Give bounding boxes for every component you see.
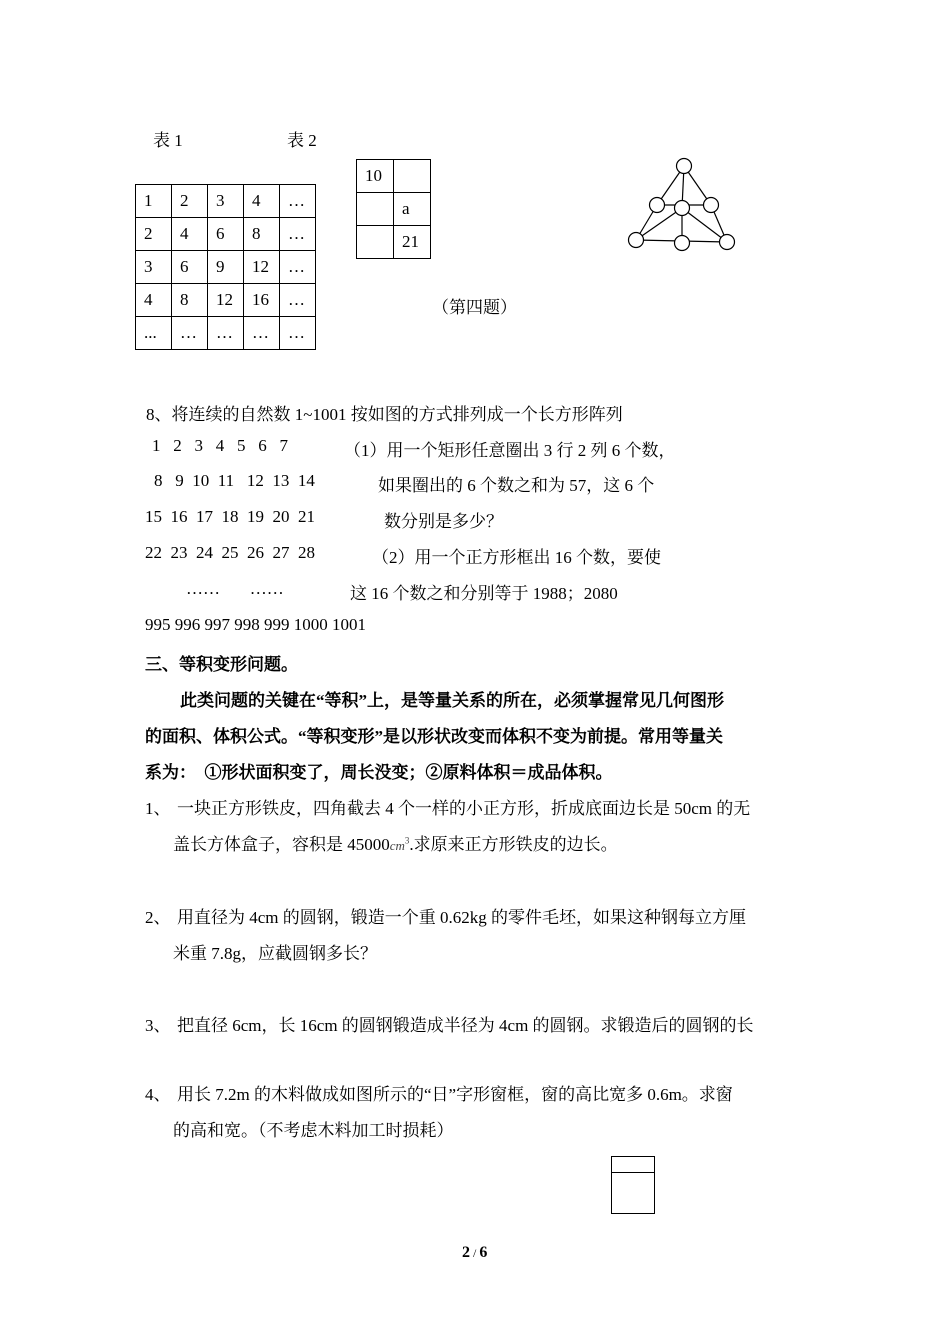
table-cell: a	[394, 193, 431, 226]
table-cell: …	[280, 185, 316, 218]
problem-text: 用长 7.2m 的木料做成如图所示的“日”字形窗框，窗的高比宽多 0.6m。求窗	[177, 1085, 733, 1104]
q8-title: 8、将连续的自然数 1~1001 按如图的方式排列成一个长方形阵列	[146, 405, 623, 424]
table-row	[136, 317, 316, 350]
q8-part2-line: （2）用一个正方形框出 16 个数，要使	[372, 548, 661, 567]
problem-number: 2、	[145, 908, 171, 927]
table-row	[357, 193, 431, 226]
table-cell: 12	[244, 251, 280, 284]
table-cell: 21	[394, 226, 431, 259]
page-number: 2 / 6	[462, 1244, 488, 1261]
q8-part1-line: 数分别是多少？	[384, 512, 503, 531]
triangle-node	[704, 198, 719, 213]
table2	[356, 159, 431, 259]
q8-part1-line: 如果圈出的 6 个数之和为 57，这 6 个	[378, 476, 655, 495]
table-cell: …	[280, 284, 316, 317]
table-cell: 9	[208, 251, 244, 284]
table1	[135, 184, 316, 350]
table-cell: …	[172, 317, 208, 350]
table-cell	[394, 160, 431, 193]
section-intro-line: 系为： ①形状面积变了，周长没变；②原料体积＝成品体积。	[145, 763, 613, 782]
triangle-node	[650, 198, 665, 213]
problem-text: 一块正方形铁皮，四角截去 4 个一样的小正方形，折成底面边长是 50cm 的无	[177, 799, 751, 818]
table-cell: 16	[244, 284, 280, 317]
table-row	[136, 284, 316, 317]
table-cell: 2	[172, 185, 208, 218]
problem-number: 3、	[145, 1016, 171, 1035]
array-row: …… ……	[186, 579, 284, 598]
table-cell: 12	[208, 284, 244, 317]
table-row	[136, 185, 316, 218]
array-row: 1 2 3 4 5 6 7	[152, 436, 288, 455]
section-intro-line: 此类问题的关键在“等积”上，是等量关系的所在，必须掌握常见几何图形	[180, 691, 724, 710]
triangle-node	[675, 236, 690, 251]
table-cell: 4	[244, 185, 280, 218]
array-row: 15 16 17 18 19 20 21	[145, 507, 315, 526]
table-cell: 4	[136, 284, 172, 317]
table-cell: 2	[136, 218, 172, 251]
table-cell: 10	[357, 160, 394, 193]
triangle-node	[677, 159, 692, 174]
figure-caption: （第四题）	[432, 298, 517, 317]
table-cell: ...	[136, 317, 172, 350]
table2-label: 表 2	[287, 131, 317, 150]
table-row	[136, 218, 316, 251]
table-row	[136, 251, 316, 284]
q8-part2-line: 这 16 个数之和分别等于 1988；2080	[350, 584, 618, 603]
table-cell: …	[280, 317, 316, 350]
section-intro-line: 的面积、体积公式。“等积变形”是以形状改变而体积不变为前提。常用等量关	[145, 727, 723, 746]
triangle-node	[675, 201, 690, 216]
triangle-node	[629, 233, 644, 248]
problem-text: 盖长方体盒子，容积是 $45000cm^3$.求原来正方形铁皮的边长。	[173, 835, 618, 854]
problem-text: 把直径 6cm，长 16cm 的圆钢锻造成半径为 4cm 的圆钢。求锻造后的圆钢的长	[177, 1016, 754, 1035]
table-cell: 8	[172, 284, 208, 317]
array-row: 995 996 997 998 999 1000 1001	[145, 615, 366, 634]
table-cell: 1	[136, 185, 172, 218]
problem-text: 用直径为 4cm 的圆钢，锻造一个重 0.62kg 的零件毛坯，如果这种钢每立方厘	[177, 908, 747, 927]
table-cell: 6	[208, 218, 244, 251]
array-row: 8 9 10 11 12 13 14	[154, 471, 315, 490]
table-cell: …	[280, 218, 316, 251]
table-cell: 3	[136, 251, 172, 284]
table-cell: …	[280, 251, 316, 284]
window-crossbar	[612, 1172, 654, 1173]
window-frame-figure	[611, 1156, 655, 1214]
table-row	[357, 160, 431, 193]
triangle-figure	[620, 150, 745, 260]
section-heading: 三、等积变形问题。	[145, 655, 298, 674]
table-cell: 6	[172, 251, 208, 284]
problem-number: 1、	[145, 799, 171, 818]
table-cell: 4	[172, 218, 208, 251]
table-cell: 3	[208, 185, 244, 218]
table-cell: …	[244, 317, 280, 350]
table-cell	[357, 193, 394, 226]
array-row: 22 23 24 25 26 27 28	[145, 543, 315, 562]
table-cell: 8	[244, 218, 280, 251]
table-row	[357, 226, 431, 259]
problem-text: 米重 7.8g，应截圆钢多长？	[173, 944, 377, 963]
table-cell: …	[208, 317, 244, 350]
problem-number: 4、	[145, 1085, 171, 1104]
problem-text: 的高和宽。（不考虑木料加工时损耗）	[173, 1121, 454, 1140]
table1-label: 表 1	[153, 131, 183, 150]
table-cell	[357, 226, 394, 259]
q8-part1-line: （1）用一个矩形任意圈出 3 行 2 列 6 个数，	[344, 441, 676, 460]
triangle-node	[720, 235, 735, 250]
